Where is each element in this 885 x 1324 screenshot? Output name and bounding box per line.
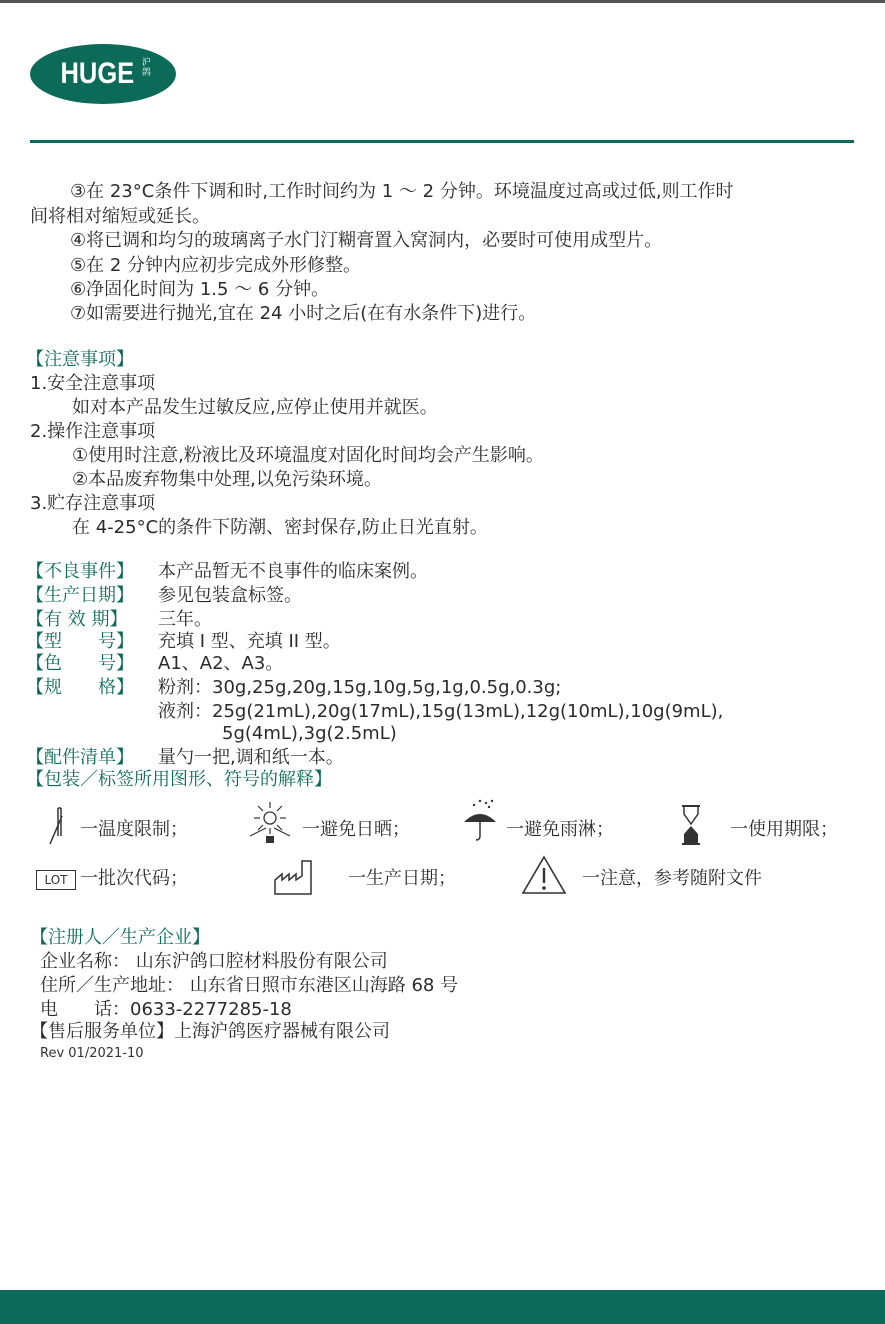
symbols-header: 【包装／标签所用图形、符号的解释】: [26, 769, 332, 790]
step-3-cont: 间将相对缩短或延长。: [30, 206, 210, 227]
temp-symbol-text: 一温度限制；: [80, 819, 188, 840]
spec-label: 【规 格】: [26, 677, 134, 698]
operation-title: 2.操作注意事项: [30, 421, 156, 442]
company-address: 住所／生产地址： 山东省日照市东港区山海路 68 号: [40, 975, 459, 996]
color-row: [26, 652, 283, 676]
adverse-row: [26, 560, 428, 584]
hourglass-icon: [676, 804, 706, 846]
sun-icon: [244, 800, 296, 846]
header-rule: [30, 140, 854, 143]
top-border: [0, 0, 885, 3]
precautions-header: 【注意事项】: [26, 349, 134, 370]
step-7: ⑦如需要进行抛光,宜在 24 小时之后(在有水条件下)进行。: [70, 303, 537, 324]
step-5: ⑤在 2 分钟内应初步完成外形修整。: [70, 255, 362, 276]
logo-text: HUGE: [60, 57, 135, 90]
adverse-label: 【不良事件】: [26, 561, 134, 582]
spec-row: [26, 676, 561, 700]
warning-icon: [520, 854, 568, 896]
spec-liquid-cont: 5g(4mL),3g(2.5mL): [222, 723, 397, 744]
mfg-date-label: 【生产日期】: [26, 585, 134, 606]
storage-title: 3.贮存注意事项: [30, 493, 156, 514]
sun-symbol-text: 一避免日晒；: [302, 819, 410, 840]
logo-subtext: 沪鸽: [141, 58, 151, 78]
step-3: ③在 23°C条件下调和时,工作时间约为 1 ～ 2 分钟。环境温度过高或过低,则工作时: [70, 181, 734, 202]
safety-title: 1.安全注意事项: [30, 373, 156, 394]
safety-text: 如对本产品发生过敏反应,应停止使用并就医。: [72, 397, 438, 418]
service-unit: 【售后服务单位】上海沪鸽医疗器械有限公司: [30, 1021, 390, 1042]
model-label: 【型 号】: [26, 631, 134, 652]
validity-row: [26, 608, 212, 632]
mfg-date-value: 参见包装盒标签。: [158, 585, 302, 606]
rain-symbol-text: 一避免雨淋；: [506, 819, 614, 840]
color-label: 【色 号】: [26, 653, 134, 674]
accessories-label: 【配件清单】: [26, 747, 134, 768]
brand-logo: [30, 44, 176, 104]
company-name: 企业名称： 山东沪鸽口腔材料股份有限公司: [40, 951, 388, 972]
revision: Rev 01/2021-10: [40, 1046, 144, 1061]
validity-label: 【有 效 期】: [26, 609, 128, 630]
spec-powder: 粉剂：30g,25g,20g,15g,10g,5g,1g,0.5g,0.3g;: [158, 677, 562, 698]
storage-text: 在 4-25°C的条件下防潮、密封保存,防止日光直射。: [72, 517, 488, 538]
expiry-symbol-text: 一使用期限；: [730, 819, 838, 840]
operation-item-1: ①使用时注意,粉液比及环境温度对固化时间均会产生影响。: [72, 445, 544, 466]
company-phone: 电 话：0633-2277285-18: [40, 999, 292, 1020]
accessories-value: 量勺一把,调和纸一本。: [158, 747, 344, 768]
model-value: 充填 I 型、充填 II 型。: [158, 631, 341, 652]
mfg-date-row: [26, 584, 302, 608]
thermometer-icon: [42, 806, 74, 846]
color-value: A1、A2、A3。: [158, 653, 284, 674]
mfg-symbol-text: 一生产日期；: [348, 868, 456, 889]
factory-icon: [272, 858, 316, 896]
spec-liquid: 液剂：25g(21mL),20g(17mL),15g(13mL),12g(10mL),10g(9mL),: [158, 701, 724, 722]
registrant-header: 【注册人／生产企业】: [30, 927, 210, 948]
adverse-value: 本产品暂无不良事件的临床案例。: [158, 561, 428, 582]
validity-value: 三年。: [158, 609, 212, 630]
model-row: [26, 630, 341, 654]
operation-item-2: ②本品废弃物集中处理,以免污染环境。: [72, 469, 382, 490]
umbrella-icon: [460, 798, 500, 844]
lot-symbol-text: 一批次代码；: [80, 868, 188, 889]
lot-icon: LOT: [36, 870, 76, 890]
step-6: ⑥净固化时间为 1.5 ～ 6 分钟。: [70, 279, 330, 300]
accessories-row: [26, 746, 344, 770]
caution-symbol-text: 一注意，参考随附文件: [582, 868, 762, 889]
step-4: ④将已调和均匀的玻璃离子水门汀糊膏置入窝洞内，必要时可使用成型片。: [70, 230, 663, 251]
footer-bar: [0, 1290, 885, 1324]
